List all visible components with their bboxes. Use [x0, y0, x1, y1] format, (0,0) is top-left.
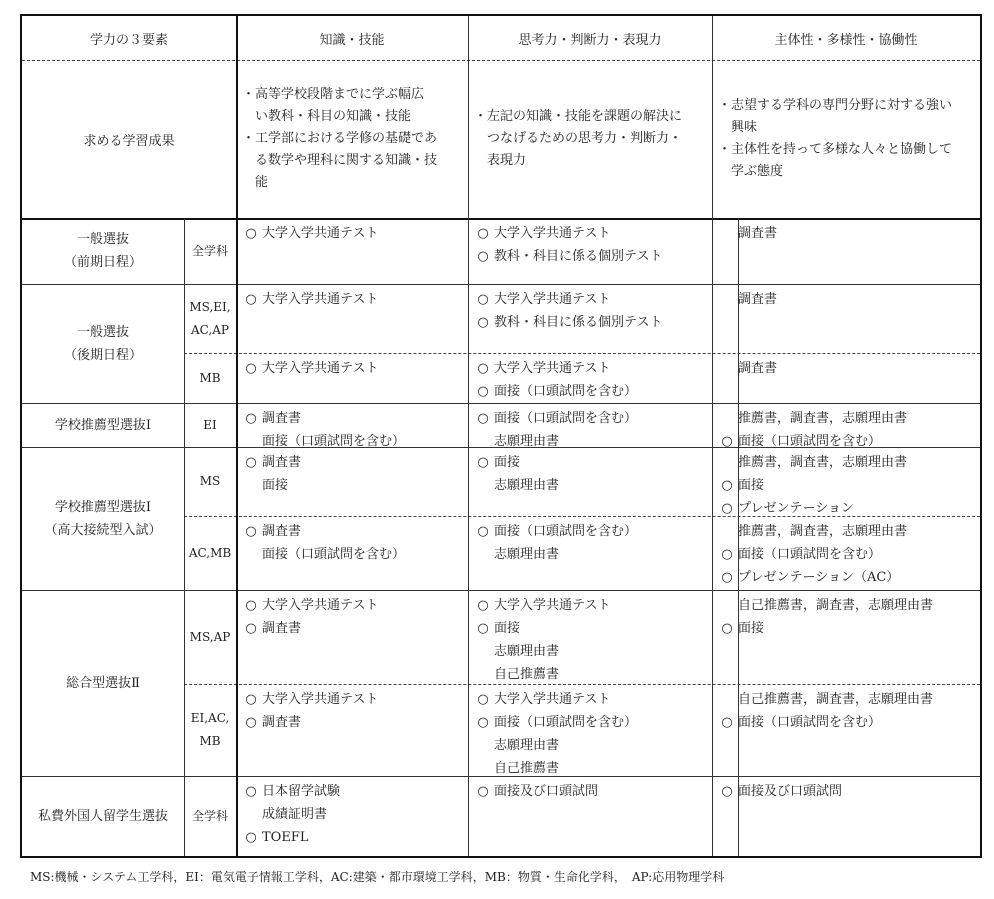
criterion-text: 大学入学共通テスト: [494, 226, 611, 241]
attitude-criteria: [716, 451, 980, 516]
criterion-item: [716, 543, 980, 566]
department-text: [191, 707, 230, 753]
department-cell: [184, 516, 236, 590]
outcome-line: 表現力: [487, 153, 527, 168]
criterion-item: [240, 617, 468, 640]
outcome-line: つなげるための思考力・判断力・: [487, 131, 683, 146]
outcome-text: [487, 106, 682, 172]
criterion-text: プレゼンテーション: [738, 501, 854, 516]
criterion-text: 調査書: [262, 524, 302, 539]
outcomes-col1: [242, 60, 464, 218]
circle-marker: ○: [477, 315, 489, 330]
criterion-item: [240, 288, 468, 311]
outcome-line: 能: [255, 175, 269, 190]
circle-marker: ○: [245, 455, 257, 470]
criterion-item: [472, 543, 712, 566]
department-legend: MS:機械・システム工学科，EI：電気電子情報工学科，AC:建築・都市環境工学科，MB：物質・生命化学科， AP:応用物理学科: [30, 870, 725, 884]
criterion-text: 面接及び口頭試問: [494, 784, 599, 799]
attitude-criteria: [716, 688, 980, 776]
thinking-criteria: [472, 520, 712, 590]
header-col1: [236, 16, 468, 60]
circle-marker: ○: [721, 570, 733, 585]
outcome-line: 左記の知識・技能を課題の解決に: [487, 109, 683, 124]
criterion-text: 自己推薦書，調査書，志願理由書: [738, 692, 934, 707]
outcome-text: [255, 128, 437, 194]
criterion-text: 志願理由書: [494, 434, 560, 449]
bullet-dot: ・: [718, 142, 732, 157]
circle-marker: ○: [721, 478, 733, 493]
knowledge-criteria: [240, 451, 468, 516]
circle-marker: [716, 451, 738, 474]
criterion-item: [472, 688, 712, 711]
circle-marker: [472, 663, 494, 686]
department-cell: [184, 447, 236, 516]
department-text: [199, 367, 220, 390]
thinking-criteria: [472, 407, 712, 447]
department-line: 全学科: [191, 808, 228, 823]
circle-marker: ○: [477, 621, 489, 636]
department-text: [190, 626, 231, 649]
department-cell: [184, 284, 236, 353]
department-cell: [184, 684, 236, 776]
department-line: AC,AP: [191, 322, 229, 337]
selection-name: [22, 447, 184, 590]
table-rule: [184, 353, 980, 354]
criterion-text: 面接（口頭試問を含む）: [494, 384, 638, 399]
criterion-text: 大学入学共通テスト: [494, 361, 611, 376]
knowledge-criteria: [240, 288, 468, 353]
selection-name-text: [55, 414, 151, 437]
criterion-item: [472, 222, 712, 245]
criterion-text: 日本留学試験: [262, 784, 341, 799]
knowledge-criteria: [240, 780, 468, 856]
department-line: EI,AC,: [190, 711, 230, 725]
criterion-text: 推薦書，調査書，志願理由書: [738, 411, 908, 426]
circle-marker: ○: [245, 830, 257, 845]
criterion-text: 面接: [738, 621, 765, 636]
selection-name-line: 一般選抜: [76, 232, 129, 247]
criterion-text: 志願理由書: [494, 478, 560, 493]
criterion-text: 大学入学共通テスト: [262, 361, 379, 376]
criterion-text: 面接: [738, 478, 765, 493]
department-text: [200, 470, 221, 493]
criterion-text: 調査書: [262, 411, 302, 426]
table-rule: [22, 403, 980, 404]
circle-marker: ○: [477, 598, 489, 613]
department-cell: [184, 218, 236, 284]
department-text: [192, 805, 228, 828]
department-text: [189, 296, 230, 342]
outcome-line: 学ぶ態度: [731, 164, 784, 179]
criterion-item: [240, 520, 468, 543]
criterion-item: [472, 711, 712, 734]
department-cell: [184, 776, 236, 856]
table-rule: [184, 684, 980, 685]
criterion-text: 面接（口頭試問を含む）: [262, 434, 406, 449]
table-rule: [236, 16, 238, 856]
criterion-item: [472, 451, 712, 474]
circle-marker: ○: [245, 361, 257, 376]
criterion-text: 自己推薦書: [494, 667, 560, 682]
criterion-item: [240, 222, 468, 245]
outcome-line: 高等学校段階までに学ぶ幅広: [255, 87, 425, 102]
outcomes-col3: [718, 60, 976, 218]
criterion-item: [240, 803, 468, 826]
circle-marker: ○: [721, 715, 733, 730]
attitude-criteria: [716, 288, 980, 353]
circle-marker: [716, 357, 738, 380]
criterion-item: [716, 594, 980, 617]
selection-name-text: [64, 228, 142, 274]
circle-marker: ○: [245, 715, 257, 730]
criterion-item: [240, 430, 468, 453]
criterion-text: 調査書: [738, 361, 778, 376]
department-line: AC,MB: [188, 545, 232, 560]
circle-marker: [472, 640, 494, 663]
table-rule: [184, 516, 980, 517]
bullet-dot: ・: [718, 98, 732, 113]
criterion-text: 自己推薦書，調査書，志願理由書: [738, 598, 934, 613]
table-rule: [184, 218, 185, 856]
criterion-text: TOEFL: [262, 830, 309, 845]
outcome-bullet: [718, 139, 976, 183]
header-label: 思考力・判断力・表現力: [518, 32, 662, 48]
selection-name: [22, 590, 184, 776]
criterion-item: [240, 826, 468, 849]
criterion-item: [472, 780, 712, 803]
table-rule: [22, 218, 980, 220]
criterion-text: 志願理由書: [494, 644, 560, 659]
circle-marker: ○: [245, 598, 257, 613]
attitude-criteria: [716, 594, 980, 684]
outcome-text: [255, 84, 424, 128]
criterion-text: 面接及び口頭試問: [738, 784, 843, 799]
circle-marker: ○: [477, 692, 489, 707]
table-rule: [468, 16, 469, 856]
circle-marker: ○: [721, 434, 733, 449]
circle-marker: [716, 520, 738, 543]
criterion-text: 調査書: [262, 621, 302, 636]
thinking-criteria: [472, 357, 712, 403]
outcome-line: 主体性を持って多様な人々と協働して: [731, 142, 953, 157]
department-text: [189, 542, 231, 565]
criterion-item: [472, 380, 712, 403]
bullet-dot: ・: [242, 87, 256, 102]
outcome-text: [731, 139, 952, 183]
criterion-item: [716, 566, 980, 589]
criterion-item: [472, 640, 712, 663]
criterion-text: 大学入学共通テスト: [262, 598, 379, 613]
criterion-text: 調査書: [262, 455, 302, 470]
criterion-text: 面接（口頭試問を含む）: [494, 715, 638, 730]
criterion-text: 面接（口頭試問を含む）: [494, 524, 638, 539]
thinking-criteria: [472, 288, 712, 353]
department-cell: [184, 403, 236, 447]
department-line: MB: [199, 370, 221, 385]
criterion-text: 大学入学共通テスト: [262, 226, 379, 241]
circle-marker: [472, 543, 494, 566]
header-label: 主体性・多様性・協働性: [774, 32, 918, 48]
circle-marker: [240, 430, 262, 453]
attitude-criteria: [716, 357, 980, 403]
circle-marker: ○: [477, 411, 489, 426]
knowledge-criteria: [240, 222, 468, 284]
selection-name-line: 一般選抜: [76, 324, 129, 340]
criterion-text: 面接（口頭試問を含む）: [738, 715, 882, 730]
outcomes-col2: [474, 60, 708, 218]
circle-marker: ○: [477, 524, 489, 539]
criterion-item: [716, 780, 980, 803]
criterion-item: [240, 407, 468, 430]
knowledge-criteria: [240, 407, 468, 447]
outcomes-label-cell: [22, 60, 236, 218]
criterion-item: [240, 688, 468, 711]
criterion-item: [716, 474, 980, 497]
criterion-item: [472, 520, 712, 543]
department-line: MB: [199, 734, 221, 748]
knowledge-criteria: [240, 594, 468, 684]
selection-name-text: [44, 496, 161, 542]
criterion-text: 推薦書，調査書，志願理由書: [738, 455, 908, 470]
criterion-item: [716, 222, 980, 245]
header-col0: [22, 16, 236, 60]
knowledge-criteria: [240, 520, 468, 590]
criterion-text: 面接（口頭試問を含む）: [262, 547, 406, 562]
circle-marker: ○: [721, 501, 733, 516]
criterion-item: [716, 711, 980, 734]
knowledge-criteria: [240, 357, 468, 403]
criterion-item: [472, 407, 712, 430]
thinking-criteria: [472, 451, 712, 516]
criterion-text: 志願理由書: [494, 738, 560, 753]
criterion-item: [240, 594, 468, 617]
department-line: MS,AP: [189, 629, 231, 644]
bullet-dot: ・: [242, 131, 256, 146]
table-rule: [22, 447, 980, 448]
circle-marker: ○: [477, 226, 489, 241]
circle-marker: [472, 430, 494, 453]
criterion-text: 志願理由書: [494, 547, 560, 562]
selection-name: [22, 776, 184, 856]
criterion-text: 推薦書，調査書，志願理由書: [738, 524, 908, 539]
criterion-text: 面接（口頭試問を含む）: [738, 547, 882, 562]
circle-marker: [716, 594, 738, 617]
circle-marker: [472, 474, 494, 497]
department-line: MS,EI,: [189, 299, 231, 314]
criterion-item: [472, 311, 712, 334]
circle-marker: ○: [477, 249, 489, 264]
attitude-criteria: [716, 222, 980, 284]
circle-marker: ○: [721, 621, 733, 636]
circle-marker: ○: [245, 292, 257, 307]
selection-name-text: [66, 672, 140, 695]
selection-name-line: 学校推薦型選抜Ⅰ: [54, 417, 152, 433]
criterion-item: [472, 594, 712, 617]
criterion-item: [716, 617, 980, 640]
criterion-item: [716, 451, 980, 474]
criterion-text: 大学入学共通テスト: [494, 598, 611, 613]
circle-marker: ○: [245, 226, 257, 241]
outcome-bullet: [242, 128, 464, 194]
table-rule: [22, 284, 980, 285]
criterion-text: 大学入学共通テスト: [494, 692, 611, 707]
circle-marker: [716, 407, 738, 430]
department-text: [192, 240, 228, 263]
outcome-line: い教科・科目の知識・技能: [255, 109, 412, 124]
outcomes-label: 求める学習成果: [83, 133, 175, 149]
criterion-item: [240, 474, 468, 497]
thinking-criteria: [472, 594, 712, 684]
outcome-line: る数学や理科に関する知識・技: [255, 153, 438, 168]
department-text: [203, 414, 217, 437]
attitude-criteria: [716, 407, 980, 447]
department-line: 全学科: [191, 243, 228, 258]
circle-marker: ○: [721, 784, 733, 799]
criterion-item: [472, 474, 712, 497]
header-col3: [712, 16, 980, 60]
criterion-item: [472, 245, 712, 268]
criterion-text: 調査書: [262, 715, 302, 730]
criterion-item: [240, 357, 468, 380]
criterion-item: [240, 711, 468, 734]
criterion-text: 教科・科目に係る個別テスト: [494, 249, 663, 264]
outcome-text: [731, 95, 952, 139]
bullet-dot: ・: [474, 109, 488, 124]
table-rule: [22, 776, 980, 777]
circle-marker: ○: [477, 384, 489, 399]
criterion-item: [240, 780, 468, 803]
department-line: MS: [199, 474, 221, 488]
criterion-item: [716, 357, 980, 380]
criterion-item: [472, 357, 712, 380]
criterion-item: [716, 288, 980, 311]
criterion-item: [472, 430, 712, 453]
criterion-text: 教科・科目に係る個別テスト: [494, 315, 663, 330]
selection-name-line: （後期日程）: [63, 347, 142, 363]
selection-name-text: [38, 805, 168, 828]
circle-marker: [240, 543, 262, 566]
criterion-item: [716, 688, 980, 711]
knowledge-criteria: [240, 688, 468, 776]
circle-marker: [716, 222, 738, 245]
criterion-item: [716, 430, 980, 453]
criterion-item: [472, 734, 712, 757]
criterion-item: [716, 520, 980, 543]
header-label: 知識・技能: [319, 32, 385, 48]
outcome-bullet: [474, 106, 708, 172]
selection-name-line: （前期日程）: [63, 255, 142, 270]
attitude-criteria: [716, 520, 980, 590]
circle-marker: [716, 288, 738, 311]
circle-marker: ○: [477, 292, 489, 307]
circle-marker: ○: [245, 411, 257, 426]
circle-marker: [716, 688, 738, 711]
circle-marker: [240, 474, 262, 497]
criterion-text: 大学入学共通テスト: [262, 292, 379, 307]
selection-name-line: （高大接続型入試）: [44, 522, 162, 538]
criterion-text: 面接（口頭試問を含む）: [494, 411, 638, 426]
selection-name-line: 私費外国人留学生選抜: [37, 808, 168, 824]
circle-marker: ○: [245, 621, 257, 636]
thinking-criteria: [472, 688, 712, 776]
selection-name-text: [64, 321, 142, 367]
outcome-line: 工学部における学修の基礎であ: [255, 131, 438, 146]
criterion-text: 大学入学共通テスト: [262, 692, 379, 707]
circle-marker: ○: [245, 524, 257, 539]
circle-marker: [472, 734, 494, 757]
table-rule: [712, 16, 713, 856]
header-label: 学力の３要素: [89, 32, 168, 48]
circle-marker: ○: [477, 361, 489, 376]
circle-marker: ○: [721, 547, 733, 562]
table-rule: [738, 218, 739, 856]
header-col2: [468, 16, 712, 60]
selection-name-line: 総合型選抜Ⅱ: [66, 675, 140, 691]
circle-marker: ○: [245, 784, 257, 799]
circle-marker: ○: [477, 715, 489, 730]
department-cell: [184, 590, 236, 684]
criterion-item: [472, 617, 712, 640]
criterion-text: 面接（口頭試問を含む）: [738, 434, 882, 449]
outcome-line: 興味: [731, 120, 758, 135]
admission-table: [20, 14, 982, 858]
selection-name: [22, 403, 184, 447]
thinking-criteria: [472, 222, 712, 284]
criterion-text: 大学入学共通テスト: [494, 292, 611, 307]
criterion-text: 面接: [494, 621, 521, 636]
selection-name: [22, 284, 184, 403]
criterion-text: プレゼンテーション（AC）: [738, 570, 900, 585]
attitude-criteria: [716, 780, 980, 856]
criterion-item: [472, 663, 712, 686]
selection-name-line: 学校推薦型選抜Ⅰ: [54, 499, 152, 515]
criterion-text: 調査書: [738, 226, 778, 241]
table-rule: [22, 60, 980, 61]
selection-name: [22, 218, 184, 284]
thinking-criteria: [472, 780, 712, 856]
criterion-text: 自己推薦書: [494, 761, 560, 776]
criterion-item: [240, 543, 468, 566]
department-cell: [184, 353, 236, 403]
circle-marker: ○: [245, 692, 257, 707]
criterion-item: [716, 407, 980, 430]
outcome-bullet: [718, 95, 976, 139]
outcome-bullet: [242, 84, 464, 128]
criterion-text: 面接: [494, 455, 521, 470]
criterion-item: [240, 451, 468, 474]
department-line: EI: [203, 417, 217, 432]
criterion-text: 調査書: [738, 292, 778, 307]
circle-marker: ○: [477, 455, 489, 470]
criterion-item: [472, 288, 712, 311]
circle-marker: ○: [477, 784, 489, 799]
criterion-text: 成績証明書: [262, 807, 328, 822]
criterion-text: 面接: [262, 478, 289, 493]
circle-marker: [240, 803, 262, 826]
outcome-line: 志望する学科の専門分野に対する強い: [731, 98, 953, 113]
table-rule: [22, 590, 980, 591]
